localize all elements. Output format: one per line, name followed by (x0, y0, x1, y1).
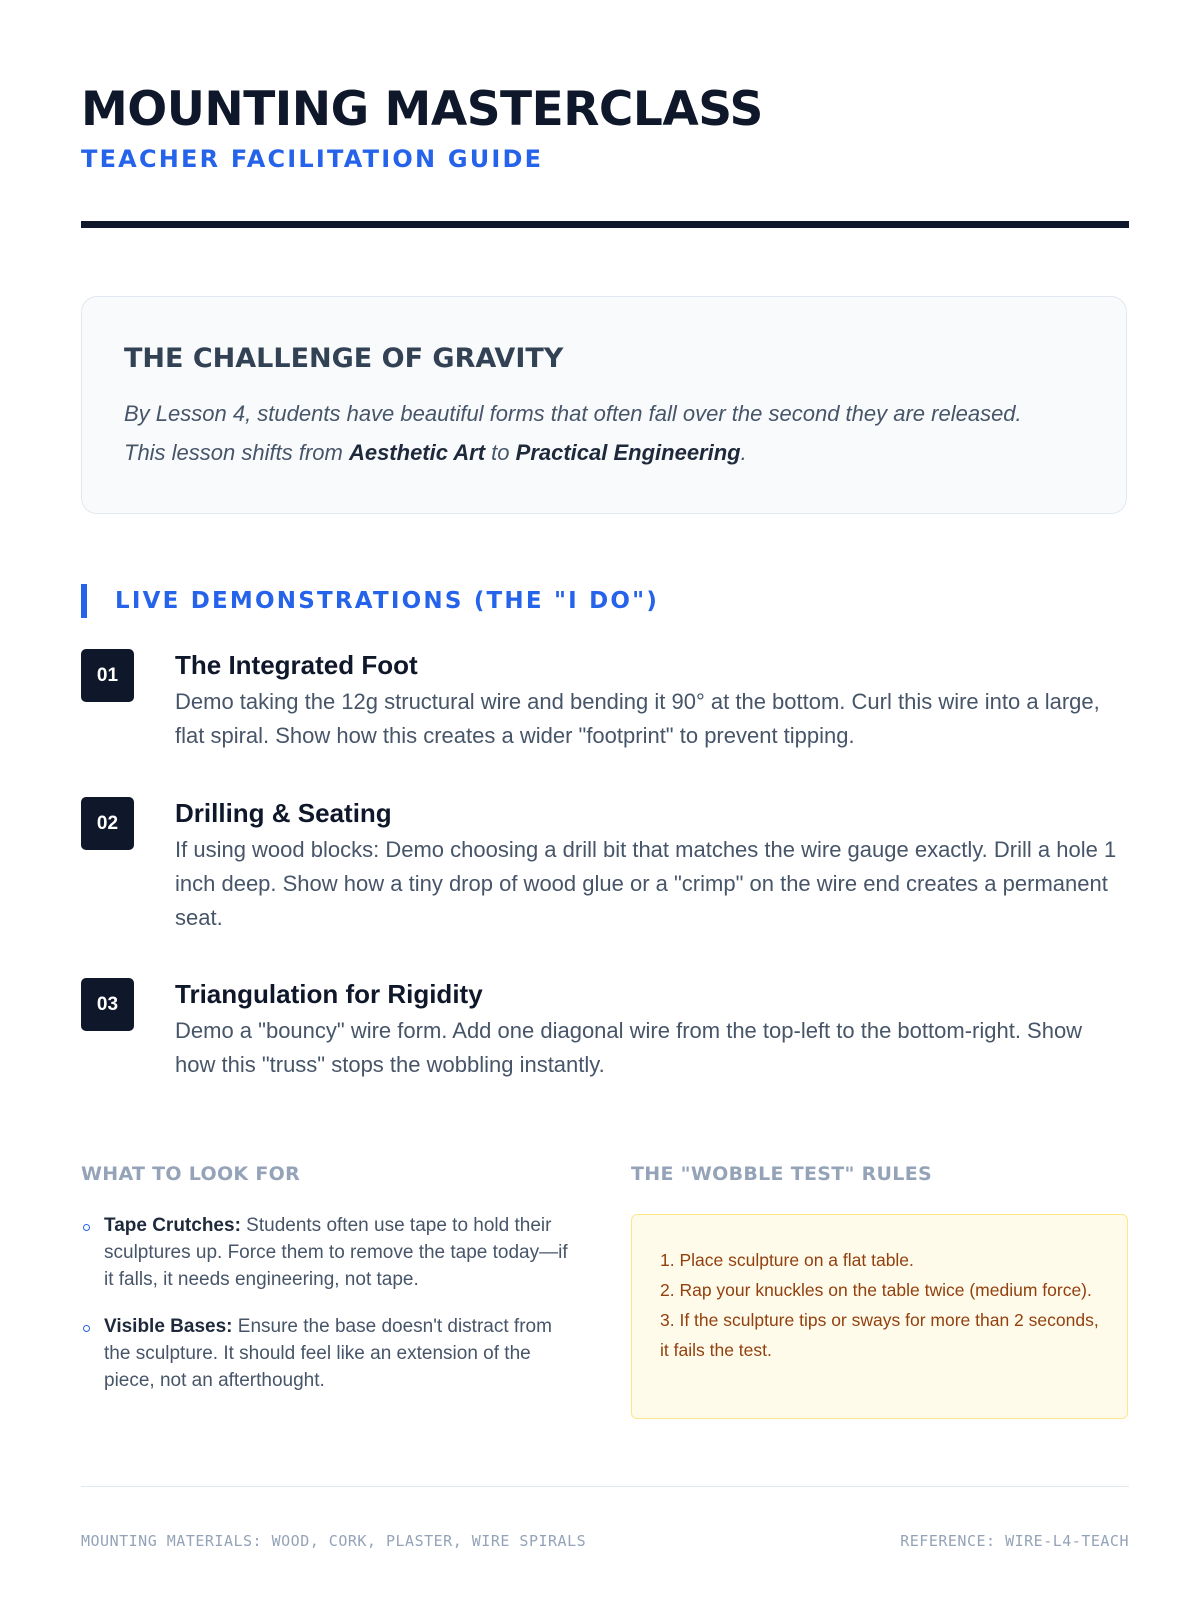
demo-description: Demo a "bouncy" wire form. Add one diagonal wire from the top-left to the bottom-right. Show how this "truss" stops the wobbling instantly. (175, 1018, 1083, 1077)
demo-title: Drilling & Seating (175, 798, 392, 828)
wobble-test-callout (631, 1214, 1128, 1419)
list-item (81, 1313, 579, 1394)
footer-divider (81, 1486, 1129, 1487)
list-item-text: Ensure the base doesn't distract from the sculpture. It should feel like an extension of the piece, not an afterthought. (104, 1316, 552, 1391)
wobble-rule: 2. Rap your knuckles on the table twice (medium force). (660, 1280, 1092, 1300)
demo-title: Triangulation for Rigidity (175, 979, 483, 1009)
wobble-rule: 3. If the sculpture tips or sways for more than 2 seconds, it fails the test. (660, 1310, 1099, 1360)
demo-number-badge: 02 (81, 797, 134, 850)
demo-description: Demo taking the 12g structural wire and bending it 90° at the bottom. Curl this wire into a large, flat spiral. Show how this creates a wider "footprint" to prevent tipping. (175, 689, 1100, 748)
demonstrations-heading: LIVE DEMONSTRATIONS (THE "I DO") (81, 584, 659, 618)
footer-reference: REFERENCE: WIRE-L4-TEACH (900, 1532, 1129, 1550)
look-for-heading: WHAT TO LOOK FOR (81, 1163, 301, 1185)
intro-emphasis-engineering: Practical Engineering (515, 440, 741, 465)
list-item (81, 1212, 579, 1293)
bullet-icon (83, 1325, 90, 1332)
bullet-icon (83, 1224, 90, 1231)
intro-line-1: By Lesson 4, students have beautiful forms that often fall over the second they are released. (124, 401, 1022, 426)
wobble-test-heading: THE "WOBBLE TEST" RULES (631, 1163, 932, 1185)
intro-line-2-prefix: This lesson shifts from (124, 440, 349, 465)
intro-title: THE CHALLENGE OF GRAVITY (124, 343, 564, 374)
demo-description: If using wood blocks: Demo choosing a drill bit that matches the wire gauge exactly. Drill a hole 1 inch deep. Show how a tiny drop of wood glue or a "crimp" on the wire end creates a permanent seat. (175, 837, 1117, 930)
demo-number-badge: 01 (81, 649, 134, 702)
wobble-rule: 1. Place sculpture on a flat table. (660, 1250, 914, 1270)
list-item-label: Visible Bases: (104, 1316, 233, 1337)
page-title: MOUNTING MASTERCLASS (81, 82, 763, 137)
footer-materials: MOUNTING MATERIALS: WOOD, CORK, PLASTER, WIRE SPIRALS (81, 1532, 587, 1550)
demo-number-badge: 03 (81, 978, 134, 1031)
demo-title: The Integrated Foot (175, 650, 418, 680)
list-item-label: Tape Crutches: (104, 1215, 241, 1236)
intro-card (81, 296, 1127, 514)
intro-emphasis-aesthetic: Aesthetic Art (348, 440, 486, 465)
list-item-text: Students often use tape to hold their sculptures up. Force them to remove the tape today—if it falls, it needs engineering, not tape. (104, 1215, 568, 1290)
page-subtitle: TEACHER FACILITATION GUIDE (81, 145, 544, 173)
intro-text (124, 394, 1086, 472)
intro-line-2-mid: to (485, 440, 516, 465)
intro-line-2-suffix: . (740, 440, 747, 465)
header-divider (81, 221, 1129, 228)
look-for-list (81, 1212, 579, 1414)
